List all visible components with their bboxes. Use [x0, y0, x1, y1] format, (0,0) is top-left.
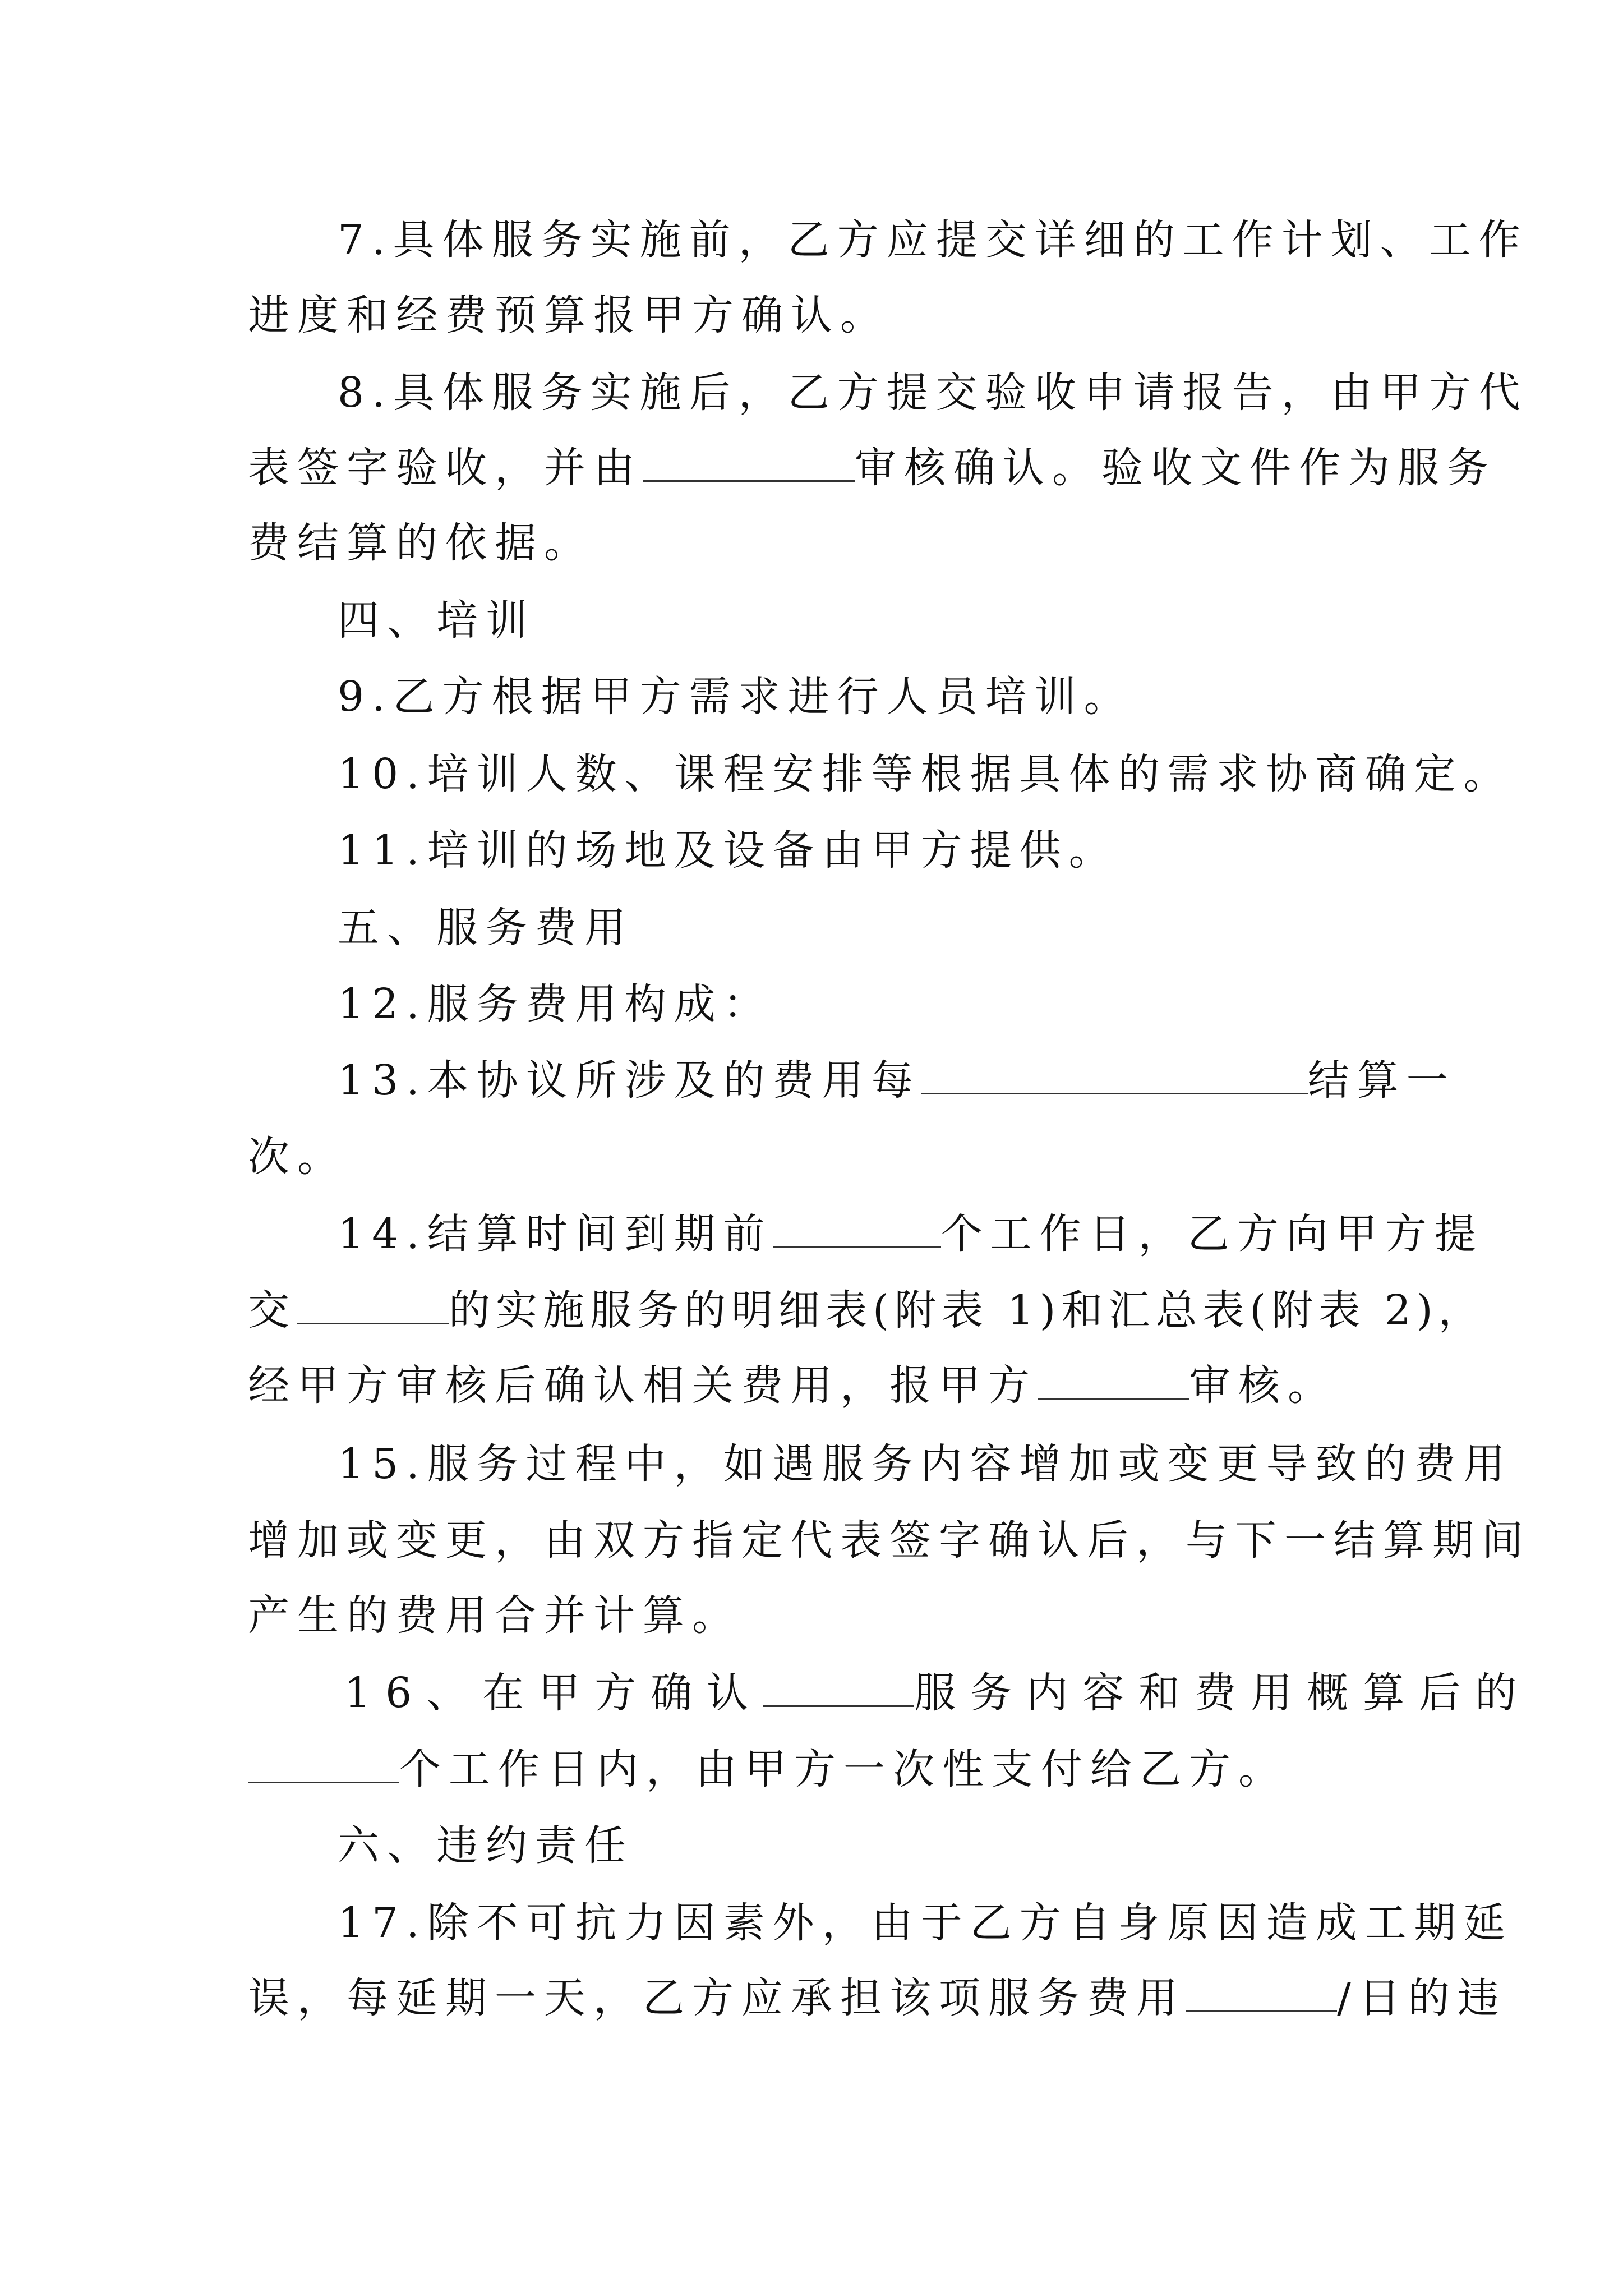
- text-segment: 13.本协议所涉及的费用每: [338, 1056, 921, 1105]
- paragraph-7-line-2: 进度和经费预算报甲方确认。: [248, 291, 889, 339]
- paragraph-13-line-1: [338, 1052, 1456, 1108]
- paragraph-17-line-2: [248, 1970, 1507, 2026]
- paragraph-15-line-3: 产生的费用合并计算。: [248, 1591, 741, 1640]
- text-segment: 审核。: [1189, 1361, 1337, 1410]
- text-segment: 个工作日，乙方向甲方提: [940, 1210, 1484, 1258]
- section-heading-fees: 五、服务费用: [338, 904, 634, 952]
- fill-in-blank: [248, 1747, 399, 1783]
- paragraph-16-line-2: [248, 1741, 1386, 1797]
- paragraph-13-line-2: 次。: [248, 1133, 347, 1181]
- fill-in-blank: [297, 1288, 449, 1324]
- paragraph-15-line-1: 15.服务过程中，如遇服务内容增加或变更导致的费用: [338, 1440, 1513, 1488]
- paragraph-11: 11.培训的场地及设备由甲方提供。: [338, 826, 1118, 875]
- paragraph-7-line-1: 7.具体服务实施前，乙方应提交详细的工作计划、工作: [338, 216, 1528, 264]
- section-heading-training: 四、培训: [338, 596, 535, 645]
- fill-in-blank: [763, 1671, 914, 1707]
- paragraph-14-line-3: [248, 1358, 1386, 1414]
- text-segment: 14.结算时间到期前: [338, 1210, 773, 1258]
- fill-in-blank: [921, 1058, 1308, 1094]
- fill-in-blank: [1186, 1976, 1337, 2012]
- text-segment: 个工作日内，由甲方一次性支付给乙方。: [399, 1745, 1288, 1793]
- text-segment: 经甲方审核后确认相关费用，报甲方: [248, 1361, 1038, 1410]
- paragraph-14-line-2: [248, 1282, 1486, 1338]
- text-segment: 的实施服务的明细表(附表 1)和汇总表(附表 2)，: [449, 1286, 1486, 1335]
- text-segment: 误，每延期一天，乙方应承担该项服务费用: [248, 1974, 1186, 2022]
- paragraph-8-line-1: 8.具体服务实施后，乙方提交验收申请报告，由甲方代: [338, 369, 1528, 417]
- paragraph-17-line-1: 17.除不可抗力因素外，由于乙方自身原因造成工期延: [338, 1899, 1513, 1947]
- text-segment: 表签字验收，并由: [248, 444, 643, 492]
- text-segment: /日的违: [1337, 1974, 1507, 2022]
- paragraph-10: 10.培训人数、课程安排等根据具体的需求协商确定。: [338, 750, 1513, 798]
- paragraph-15-line-2: 增加或变更，由双方指定代表签字确认后，与下一结算期间: [248, 1516, 1531, 1565]
- text-segment: 审核确认。验收文件作为服务: [855, 444, 1496, 492]
- paragraph-8-line-2: [248, 440, 1496, 496]
- paragraph-8-line-3: 费结算的依据。: [248, 519, 593, 567]
- fill-in-blank: [643, 445, 855, 482]
- text-segment: 结算一: [1307, 1056, 1456, 1105]
- paragraph-14-line-1: [338, 1206, 1484, 1262]
- text-segment: 交: [248, 1286, 297, 1335]
- paragraph-12: 12.服务费用构成：: [338, 980, 773, 1028]
- fill-in-blank: [1038, 1363, 1189, 1400]
- paragraph-9: 9.乙方根据甲方需求进行人员培训。: [338, 673, 1133, 721]
- text-segment: 服务内容和费用概算后的: [914, 1669, 1532, 1717]
- paragraph-16-line-1: [344, 1665, 1532, 1721]
- fill-in-blank: [773, 1212, 941, 1248]
- section-heading-liability: 六、违约责任: [338, 1821, 634, 1870]
- text-segment: 16、在甲方确认: [344, 1669, 763, 1717]
